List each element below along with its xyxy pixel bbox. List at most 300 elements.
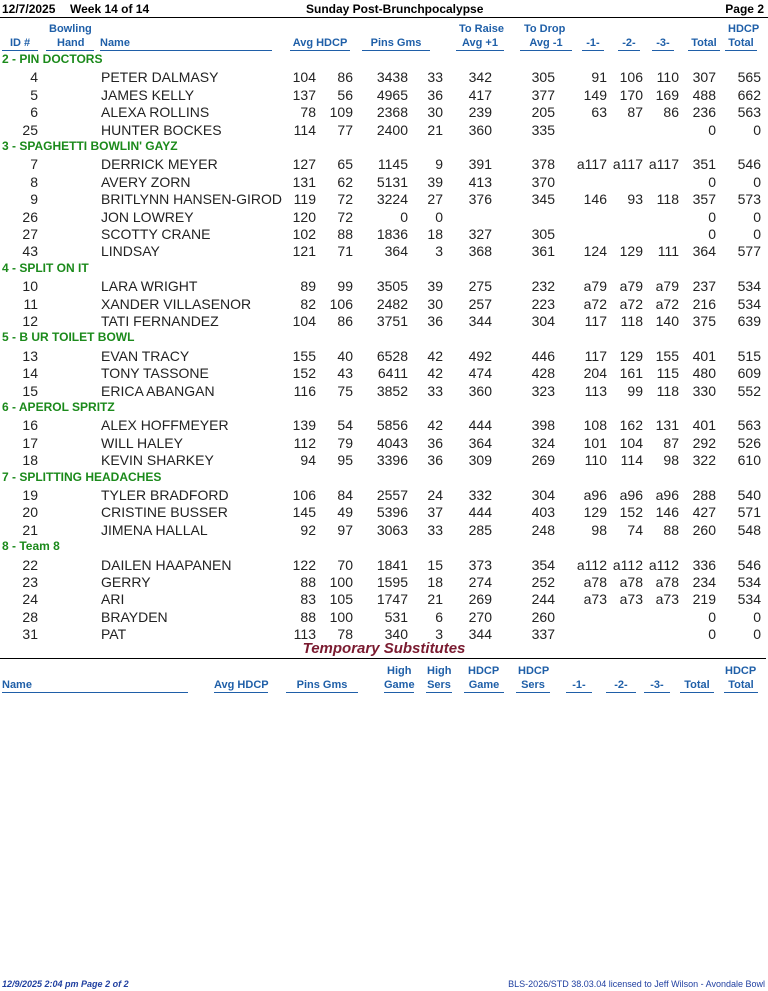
bowler-name: LARA WRIGHT (101, 278, 198, 295)
bowler-game2: 170 (619, 86, 643, 103)
col-hdcp: HDCP (728, 23, 760, 35)
team-name: 8 - Team 8 (2, 539, 60, 554)
col-avg-minus: Avg -1 (520, 37, 572, 51)
bowler-row (0, 243, 768, 260)
bowler-to-raise: 444 (468, 417, 492, 434)
bowler-hdcp-total: 546 (737, 556, 761, 573)
bowler-gms: 42 (427, 365, 443, 382)
bowler-total: 216 (692, 295, 716, 312)
bowler-game3: 140 (655, 313, 679, 329)
bowler-game1: 124 (583, 243, 607, 260)
bowler-id: 6 (30, 104, 38, 121)
subs-col-hdcp: HDCP (468, 665, 500, 677)
bowler-avg: 122 (292, 556, 316, 573)
bowler-game2: a112 (612, 556, 643, 573)
bowler-name: HUNTER BOCKES (101, 121, 222, 138)
bowler-name: ALEXA ROLLINS (101, 104, 210, 121)
bowler-pins: 1145 (377, 156, 408, 173)
bowler-gms: 21 (427, 591, 443, 608)
bowler-gms: 36 (427, 313, 443, 329)
bowler-game1: 63 (591, 104, 607, 121)
bowler-row (0, 348, 768, 365)
bowler-game1: a73 (583, 591, 607, 608)
bowler-game2: a117 (612, 156, 643, 173)
bowler-hdcp-total: 0 (753, 226, 761, 242)
bowler-to-drop: 323 (531, 382, 555, 399)
bowler-total: 307 (692, 69, 716, 86)
bowler-pins: 1841 (376, 556, 408, 573)
league-name: Sunday Post-Brunchpocalypse (306, 2, 484, 16)
bowler-avg: 102 (292, 226, 316, 242)
bowler-hdcp: 72 (337, 208, 353, 225)
footer-printed: 12/9/2025 2:04 pm Page 2 of 2 (2, 979, 129, 989)
bowler-to-drop: 335 (531, 121, 555, 138)
bowler-to-drop: 244 (531, 591, 555, 608)
bowler-row (0, 156, 768, 173)
bowler-hdcp-total: 563 (737, 417, 761, 434)
bowler-hdcp: 86 (337, 69, 353, 86)
bowler-to-drop: 403 (531, 504, 555, 521)
bowler-game3: a117 (648, 156, 679, 173)
bowler-id: 25 (22, 121, 38, 138)
bowler-hdcp-total: 0 (753, 173, 761, 190)
bowler-avg: 92 (300, 521, 316, 538)
bowler-to-raise: 344 (468, 626, 492, 643)
bowler-row (0, 504, 768, 521)
col-g1: -1- (582, 37, 604, 51)
bowler-hdcp: 100 (329, 608, 353, 625)
bowler-name: BRAYDEN (101, 608, 168, 625)
bowler-to-raise: 417 (468, 86, 492, 103)
bowler-name: DAILEN HAAPANEN (101, 556, 232, 573)
bowler-row (0, 383, 768, 400)
bowler-game1: 149 (583, 86, 607, 103)
bowler-name: TONY TASSONE (101, 365, 209, 382)
bowler-to-drop: 428 (531, 365, 555, 382)
bowler-avg: 145 (292, 504, 316, 521)
bowler-game3: a79 (655, 278, 679, 295)
bowler-game3: 87 (663, 434, 679, 451)
bowler-total: 480 (692, 365, 716, 382)
bowler-hdcp-total: 563 (737, 104, 761, 121)
col-total: Total (688, 37, 720, 51)
footer-license: BLS-2026/STD 38.03.04 licensed to Jeff Wilson - Avondale Bowl (508, 979, 765, 989)
bowler-to-raise: 327 (468, 226, 492, 242)
bowler-game3: 118 (656, 382, 679, 399)
bowler-name: GERRY (101, 574, 151, 590)
bowler-game1: 91 (591, 69, 607, 86)
bowler-to-raise: 368 (468, 243, 492, 260)
bowler-gms: 39 (427, 278, 443, 295)
bowler-gms: 36 (427, 452, 443, 469)
bowler-to-drop: 304 (531, 313, 555, 329)
bowler-avg: 113 (293, 626, 316, 643)
bowler-game3: 115 (656, 365, 679, 382)
bowler-row (0, 591, 768, 608)
bowler-gms: 15 (427, 556, 443, 573)
subs-col-hdcp-sers: Sers (516, 679, 550, 693)
bowler-gms: 37 (427, 504, 443, 521)
bowler-to-raise: 474 (468, 365, 492, 382)
bowler-avg: 131 (292, 173, 316, 190)
bowler-avg: 82 (300, 295, 316, 312)
bowler-hdcp: 56 (337, 86, 353, 103)
bowler-pins: 1595 (376, 574, 408, 590)
bowler-total: 236 (692, 104, 716, 121)
bowler-hdcp: 71 (337, 243, 353, 260)
bowler-row (0, 296, 768, 313)
col-avg-hdcp: Avg HDCP (290, 37, 350, 51)
bowler-id: 13 (22, 347, 38, 364)
bowler-hdcp: 43 (337, 365, 353, 382)
bowler-id: 15 (22, 382, 38, 399)
bowler-name: PETER DALMASY (101, 69, 219, 86)
bowler-hdcp-total: 552 (737, 382, 761, 399)
bowler-hdcp: 54 (337, 417, 353, 434)
bowler-name: JAMES KELLY (101, 86, 195, 103)
bowler-gms: 33 (427, 521, 443, 538)
bowler-name: DERRICK MEYER (101, 156, 218, 173)
bowler-gms: 36 (427, 86, 443, 103)
bowler-pins: 364 (384, 243, 408, 260)
bowler-to-raise: 285 (468, 521, 492, 538)
bowler-avg: 112 (293, 434, 316, 451)
bowler-game3: a72 (655, 295, 679, 312)
col-id (2, 37, 38, 51)
bowler-total: 0 (708, 608, 716, 625)
bowler-gms: 30 (427, 295, 443, 312)
bowler-row (0, 417, 768, 434)
subs-col-high2: High (427, 665, 452, 677)
bowler-game3: 111 (657, 243, 679, 260)
bowler-pins: 3396 (376, 452, 408, 469)
bowler-id: 27 (22, 226, 38, 242)
col-hand-label: Hand (57, 37, 85, 49)
col-name: Name (100, 37, 272, 51)
bowler-name: ALEX HOFFMEYER (101, 417, 229, 434)
col-avg-plus: Avg +1 (456, 37, 504, 51)
bowler-name: PAT (101, 626, 127, 643)
bowler-to-drop: 398 (531, 417, 555, 434)
bowler-pins: 5856 (376, 417, 408, 434)
bowler-to-drop: 337 (531, 626, 555, 643)
bowler-row (0, 435, 768, 452)
col-hand (46, 37, 94, 51)
bowler-total: 401 (692, 417, 716, 434)
bowler-id: 11 (23, 295, 38, 312)
bowler-game1: 129 (583, 504, 607, 521)
bowler-hdcp-total: 571 (737, 504, 761, 521)
subs-col-hdcp2: HDCP (518, 665, 550, 677)
bowler-hdcp: 106 (329, 295, 353, 312)
team-name: 7 - SPLITTING HEADACHES (2, 469, 162, 484)
bowler-hdcp-total: 534 (737, 574, 761, 590)
bowler-total: 234 (692, 574, 716, 590)
subs-col-avg-hdcp: Avg HDCP (214, 679, 269, 691)
bowler-id: 23 (22, 574, 38, 590)
subs-col-g1: -1- (566, 679, 592, 693)
bowler-avg: 139 (292, 417, 316, 434)
subs-col-g2: -2- (606, 679, 636, 693)
bowler-hdcp: 40 (337, 347, 353, 364)
bowler-hdcp: 99 (337, 278, 353, 295)
bowler-name: EVAN TRACY (101, 347, 190, 364)
bowler-hdcp: 84 (337, 487, 353, 503)
bowler-to-raise: 257 (468, 295, 492, 312)
col-g2: -2- (618, 37, 640, 51)
bowler-gms: 3 (435, 243, 443, 260)
bowler-game1: a96 (583, 487, 607, 503)
col-id-label: ID # (10, 37, 31, 49)
bowler-total: 401 (692, 347, 716, 364)
bowler-total: 219 (692, 591, 716, 608)
bowler-to-drop: 378 (531, 156, 555, 173)
bowler-to-drop: 324 (531, 434, 555, 451)
bowler-pins: 5131 (376, 173, 408, 190)
bowler-game3: 131 (655, 417, 679, 434)
bowler-game3: a78 (655, 574, 679, 590)
bowler-game3: 146 (655, 504, 679, 521)
bowler-game2: a96 (619, 487, 643, 503)
bowler-id: 14 (22, 365, 38, 382)
subs-col-total: Total (680, 679, 714, 693)
bowler-pins: 3224 (376, 191, 408, 208)
bowler-name: JON LOWREY (101, 208, 194, 225)
bowler-gms: 27 (427, 191, 443, 208)
bowler-name: SCOTTY CRANE (101, 226, 211, 242)
subs-col-game: Game (384, 679, 415, 691)
col-to-drop: To Drop (524, 23, 566, 35)
bowler-id: 4 (30, 69, 38, 86)
bowler-hdcp: 88 (337, 226, 353, 242)
team-name: 3 - SPAGHETTI BOWLIN' GAYZ (2, 139, 178, 153)
bowler-game1: a117 (576, 156, 607, 173)
bowler-total: 0 (708, 626, 716, 643)
bowler-hdcp-total: 534 (737, 278, 761, 295)
bowler-to-raise: 373 (468, 556, 492, 573)
bowler-avg: 78 (300, 104, 316, 121)
bowler-game1: 146 (583, 191, 607, 208)
bowler-avg: 137 (292, 86, 316, 103)
bowler-pins: 6528 (376, 347, 408, 364)
bowler-hdcp-total: 610 (737, 452, 761, 469)
bowler-total: 260 (692, 521, 716, 538)
bowler-gms: 42 (427, 347, 443, 364)
bowler-total: 237 (692, 278, 716, 295)
bowler-row (0, 226, 768, 243)
bowler-hdcp-total: 577 (737, 243, 761, 260)
bowler-to-drop: 377 (531, 86, 555, 103)
bowler-id: 24 (22, 591, 38, 608)
bowler-row (0, 122, 768, 139)
bowler-pins: 5396 (376, 504, 408, 521)
bowler-id: 17 (22, 434, 38, 451)
bowler-to-raise: 360 (468, 121, 492, 138)
bowler-game2: a79 (619, 278, 643, 295)
bowler-game3: a96 (655, 487, 679, 503)
bowler-to-raise: 360 (468, 382, 492, 399)
bowler-hdcp-total: 639 (737, 313, 761, 329)
bowler-gms: 39 (427, 173, 443, 190)
bowler-hdcp-total: 565 (737, 69, 761, 86)
bowler-avg: 127 (292, 156, 316, 173)
bowler-game3: 155 (655, 347, 679, 364)
bowler-to-raise: 344 (468, 313, 492, 329)
bowler-row (0, 557, 768, 574)
bowler-name: WILL HALEY (101, 434, 183, 451)
bowler-gms: 24 (427, 487, 443, 503)
bowler-hdcp: 97 (337, 521, 353, 538)
bowler-pins: 2368 (376, 104, 408, 121)
bowler-game1: 101 (583, 434, 607, 451)
bowler-game1: 204 (583, 365, 607, 382)
bowler-row (0, 522, 768, 539)
bowler-hdcp: 109 (329, 104, 353, 121)
bowler-total: 0 (708, 121, 716, 138)
bowler-game1: 110 (584, 452, 607, 469)
bowler-total: 351 (692, 156, 716, 173)
bowler-name: KEVIN SHARKEY (101, 452, 214, 469)
bowler-avg: 120 (292, 208, 316, 225)
bowler-avg: 114 (293, 121, 316, 138)
bowler-total: 357 (692, 191, 716, 208)
bowler-hdcp-total: 548 (737, 521, 761, 538)
bowler-id: 21 (22, 521, 38, 538)
bowler-id: 43 (22, 243, 38, 260)
bowler-game2: 106 (619, 69, 643, 86)
bowler-game1: 117 (584, 313, 607, 329)
bowler-to-drop: 223 (531, 295, 555, 312)
bowler-game2: a78 (619, 574, 643, 590)
bowler-avg: 88 (300, 608, 316, 625)
bowler-pins: 1747 (376, 591, 408, 608)
bowler-pins: 4965 (376, 86, 408, 103)
bowler-pins: 340 (384, 626, 408, 643)
bowler-name: AVERY ZORN (101, 173, 191, 190)
bowler-to-drop: 354 (531, 556, 555, 573)
bowler-game3: 88 (663, 521, 679, 538)
bowler-hdcp-total: 515 (737, 347, 761, 364)
bowler-row (0, 609, 768, 626)
bowler-gms: 33 (427, 382, 443, 399)
col-to-raise: To Raise (459, 23, 505, 35)
bowler-game1: 113 (584, 382, 607, 399)
bowler-game2: 114 (620, 452, 643, 469)
bowler-game2: 129 (619, 243, 643, 260)
bowler-to-drop: 305 (531, 226, 555, 242)
subs-col-hdcp-total: Total (724, 679, 758, 693)
bowler-game3: 169 (655, 86, 679, 103)
bowler-total: 364 (692, 243, 716, 260)
bowler-game2: 129 (619, 347, 643, 364)
bowler-total: 375 (692, 313, 716, 329)
bowler-name: TYLER BRADFORD (101, 487, 229, 503)
bowler-pins: 0 (400, 208, 408, 225)
bowler-game1: 117 (584, 347, 607, 364)
bowler-hdcp: 78 (337, 626, 353, 643)
bowler-id: 28 (22, 608, 38, 625)
bowler-hdcp-total: 526 (737, 434, 761, 451)
bowler-to-raise: 274 (468, 574, 492, 590)
bowler-avg: 83 (300, 591, 316, 608)
bowler-avg: 121 (292, 243, 316, 260)
bowler-game2: 161 (619, 365, 643, 382)
bowler-to-drop: 232 (531, 278, 555, 295)
bowler-game1: a78 (583, 574, 607, 590)
bowler-to-drop: 305 (531, 69, 555, 86)
bowler-hdcp-total: 0 (753, 626, 761, 643)
subs-col-high: High (387, 665, 412, 677)
bowler-pins: 2482 (376, 295, 408, 312)
report-date: 12/7/2025 (2, 2, 56, 16)
bowler-to-raise: 239 (468, 104, 492, 121)
bowler-game1: 108 (583, 417, 607, 434)
bowler-game1: a72 (583, 295, 607, 312)
bowler-avg: 116 (293, 382, 316, 399)
bowler-hdcp: 86 (337, 313, 353, 329)
bowler-hdcp-total: 534 (737, 591, 761, 608)
bowler-row (0, 191, 768, 208)
bowler-id: 16 (22, 417, 38, 434)
bowler-id: 5 (30, 86, 38, 103)
bowler-pins: 6411 (377, 365, 408, 382)
bowler-total: 330 (692, 382, 716, 399)
bowler-to-drop: 248 (531, 521, 555, 538)
subs-col-hdcp-game: Game (464, 679, 504, 693)
bowler-game2: a72 (619, 295, 643, 312)
bowler-name: ERICA ABANGAN (101, 382, 215, 399)
bowler-hdcp-total: 0 (753, 208, 761, 225)
bowler-game3: a112 (648, 556, 679, 573)
bowler-hdcp: 75 (337, 382, 353, 399)
bowler-to-drop: 370 (531, 173, 555, 190)
week-label: Week 14 of 14 (70, 2, 150, 16)
bowler-hdcp: 100 (329, 574, 353, 590)
bowler-gms: 36 (427, 434, 443, 451)
bowler-row (0, 104, 768, 121)
bowler-game2: a73 (619, 591, 643, 608)
bowler-game3: 86 (663, 104, 679, 121)
bowler-to-raise: 270 (468, 608, 492, 625)
bowler-game3: 110 (656, 69, 679, 86)
team-name: 5 - B UR TOILET BOWL (2, 330, 135, 345)
bowler-id: 10 (22, 278, 38, 295)
bowler-to-raise: 444 (468, 504, 492, 521)
bowler-total: 292 (692, 434, 716, 451)
bowler-game1: 98 (591, 521, 607, 538)
bowler-avg: 89 (300, 278, 316, 295)
bowler-to-drop: 304 (531, 487, 555, 503)
bowler-gms: 3 (435, 626, 443, 643)
bowler-hdcp-total: 0 (753, 608, 761, 625)
col-bowling: Bowling (49, 23, 92, 35)
col-g3: -3- (652, 37, 674, 51)
bowler-to-drop: 269 (531, 452, 555, 469)
bowler-hdcp: 49 (337, 504, 353, 521)
bowler-total: 288 (692, 487, 716, 503)
subs-col-g3: -3- (644, 679, 670, 693)
bowler-pins: 1836 (376, 226, 408, 242)
bowler-pins: 3852 (376, 382, 408, 399)
bowler-avg: 94 (300, 452, 316, 469)
bowler-to-drop: 345 (531, 191, 555, 208)
bowler-total: 322 (692, 452, 716, 469)
bowler-id: 26 (22, 208, 38, 225)
bowler-pins: 4043 (376, 434, 408, 451)
bowler-id: 8 (30, 173, 38, 190)
bowler-hdcp: 79 (337, 434, 353, 451)
bowler-total: 427 (692, 504, 716, 521)
